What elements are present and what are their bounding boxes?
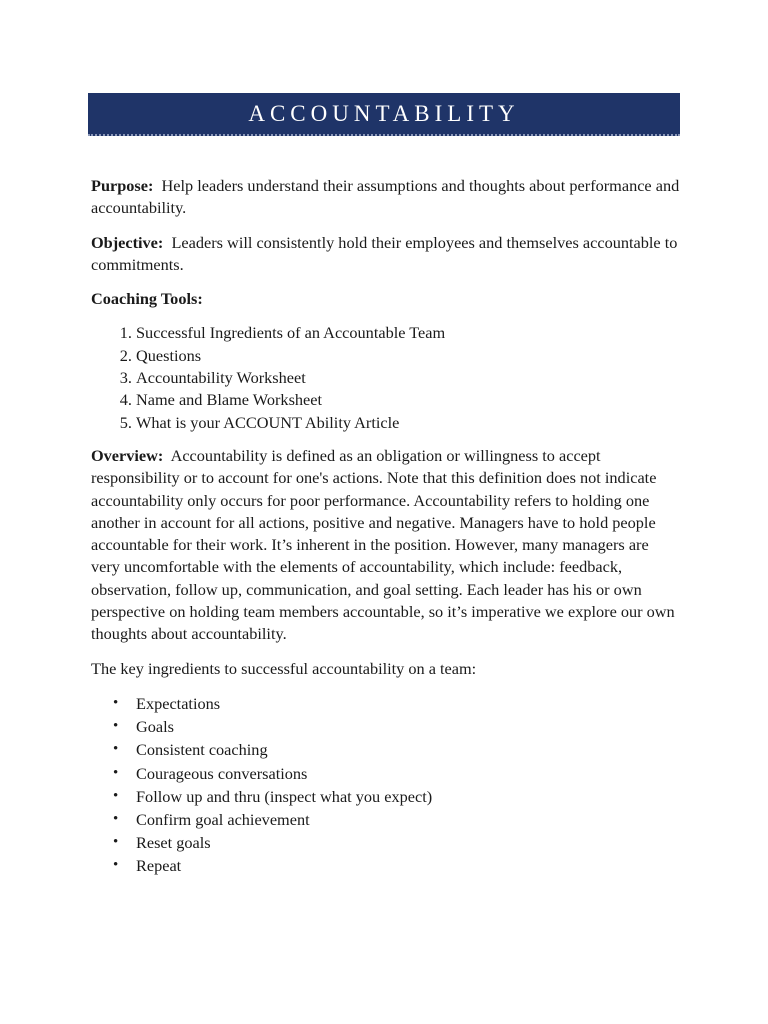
coaching-tools-heading: Coaching Tools:: [91, 289, 203, 309]
list-item: 3. Accountability Worksheet: [136, 367, 681, 389]
title-banner: [88, 93, 680, 136]
list-item: 5. What is your ACCOUNT Ability Article: [136, 412, 681, 434]
bullet-icon: •: [113, 834, 119, 851]
list-item: [91, 831, 681, 854]
ingredients-intro: The key ingredients to successful accountability on a team:: [91, 658, 477, 678]
overview-text: Accountability is defined as an obligation or willingness to accept responsibility or to account for one's actions. Note that this definition does not indicate accountability only occurs for poor performance. Accountability refers to holding one another in account for all actions, positive and negative. Managers have to hold people accountable for their work. It’s inherent in the position. However, many managers are very uncomfortable with the elements of accountability, which include: feedback, observation, follow up, communication, and goal setting. Each leader has his or own perspective on holding team members accountable, so it’s imperative we explore our own thoughts about accountability.: [91, 445, 675, 644]
list-item-text: Courageous conversations: [136, 763, 308, 783]
list-item: [91, 808, 681, 831]
list-item: [91, 738, 681, 761]
list-item: [91, 854, 681, 877]
page-title: ACCOUNTABILITY: [248, 100, 520, 126]
list-item: 1. Successful Ingredients of an Accountable Team: [136, 322, 681, 344]
list-item: 4. Name and Blame Worksheet: [136, 389, 681, 411]
list-item-text: Confirm goal achievement: [136, 809, 310, 829]
bullet-icon: •: [113, 787, 119, 804]
purpose-paragraph: [91, 175, 681, 220]
overview-paragraph: [91, 445, 681, 646]
bullet-icon: •: [113, 718, 119, 735]
bullet-icon: •: [113, 764, 119, 781]
coaching-tools-list: [91, 322, 681, 433]
bullet-icon: •: [113, 694, 119, 711]
purpose-label: Purpose:: [91, 176, 154, 195]
objective-paragraph: [91, 232, 681, 277]
list-item: [91, 692, 681, 715]
list-item-text: Expectations: [136, 693, 221, 713]
bullet-icon: •: [113, 810, 119, 827]
objective-text: Leaders will consistently hold their employees and themselves accountable to commitments.: [91, 232, 678, 274]
list-item-text: Goals: [136, 717, 174, 737]
overview-label: Overview:: [91, 445, 164, 465]
list-item-text: Repeat: [136, 856, 182, 876]
list-item-text: Consistent coaching: [136, 740, 268, 760]
list-item: 2. Questions: [136, 345, 681, 367]
list-item: [91, 785, 681, 808]
list-item-text: Reset goals: [136, 833, 211, 853]
list-item: [91, 762, 681, 785]
bullet-icon: •: [113, 857, 119, 874]
document-body: [91, 175, 681, 878]
ingredients-list: [91, 692, 681, 878]
purpose-text: Help leaders understand their assumptions and thoughts about performance and accountability.: [91, 176, 680, 218]
bullet-icon: •: [113, 741, 119, 758]
list-item: [91, 715, 681, 738]
list-item-text: Follow up and thru (inspect what you expect): [136, 786, 433, 806]
objective-label: Objective:: [91, 232, 164, 252]
